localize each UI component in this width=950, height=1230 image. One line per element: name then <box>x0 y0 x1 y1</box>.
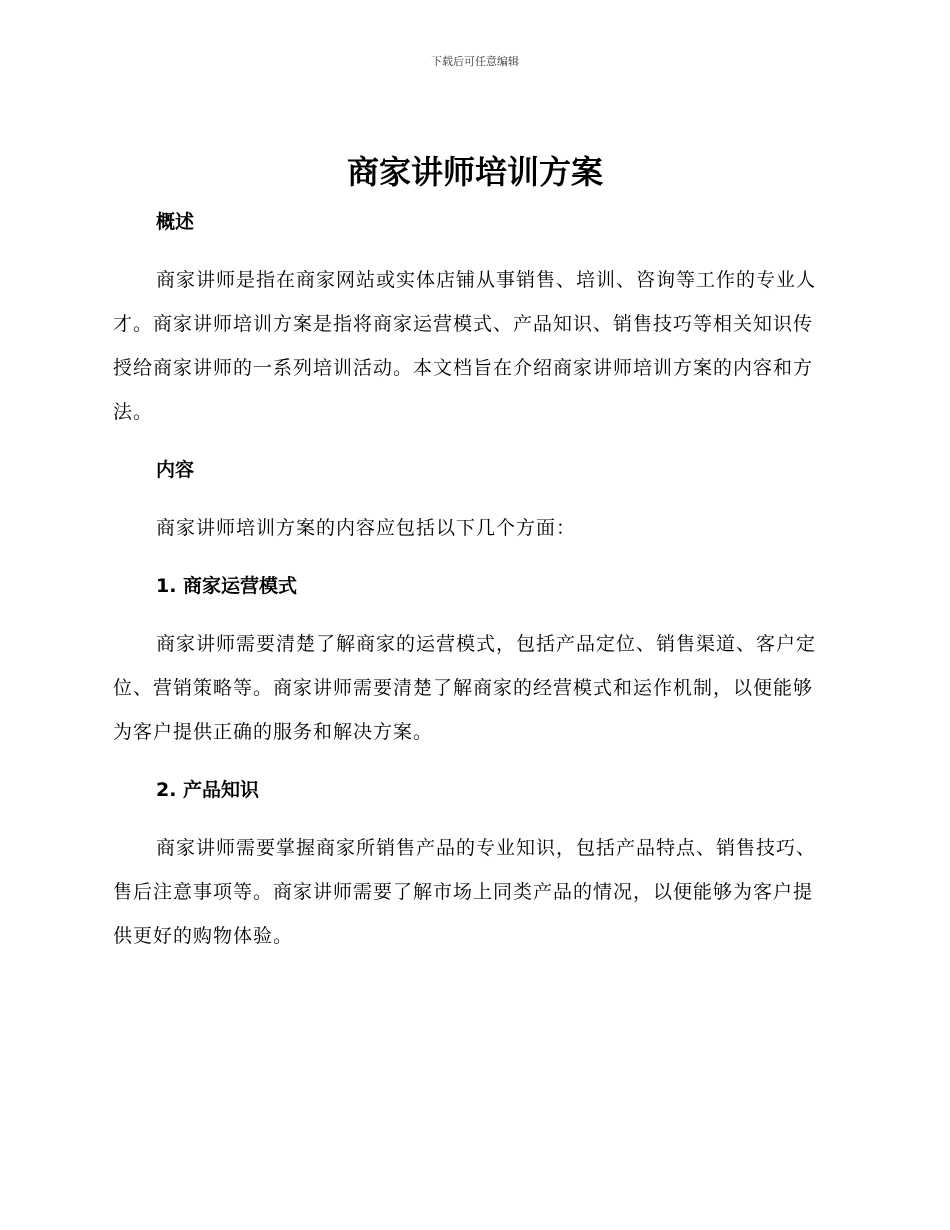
content-intro: 商家讲师培训方案的内容应包括以下几个方面： <box>156 517 577 539</box>
header-note: 下载后可任意编辑 <box>431 55 519 68</box>
item2-paragraph: 商家讲师需要掌握商家所销售产品的专业知识，包括产品特点、销售技巧、售后注意事项等。商家讲师需要了解市场上同类产品的情况，以便能够为客户提供更好的购物体验。 <box>113 837 817 947</box>
content-heading: 内容 <box>156 459 195 481</box>
overview-paragraph: 商家讲师是指在商家网站或实体店铺从事销售、培训、咨询等工作的专业人才。商家讲师培训方案是指将商家运营模式、产品知识、销售技巧等相关知识传授给商家讲师的一系列培训活动。本文档旨在介绍商家讲师培训方案的内容和方法。 <box>113 269 817 423</box>
document-body <box>113 200 830 958</box>
item2-heading: 2. 产品知识 <box>156 779 260 801</box>
item1-heading: 1. 商家运营模式 <box>156 575 298 597</box>
document-title: 商家讲师培训方案 <box>346 153 603 191</box>
overview-heading: 概述 <box>156 211 195 233</box>
item1-paragraph: 商家讲师需要清楚了解商家的运营模式，包括产品定位、销售渠道、客户定位、营销策略等。商家讲师需要清楚了解商家的经营模式和运作机制，以便能够为客户提供正确的服务和解决方案。 <box>113 633 817 743</box>
